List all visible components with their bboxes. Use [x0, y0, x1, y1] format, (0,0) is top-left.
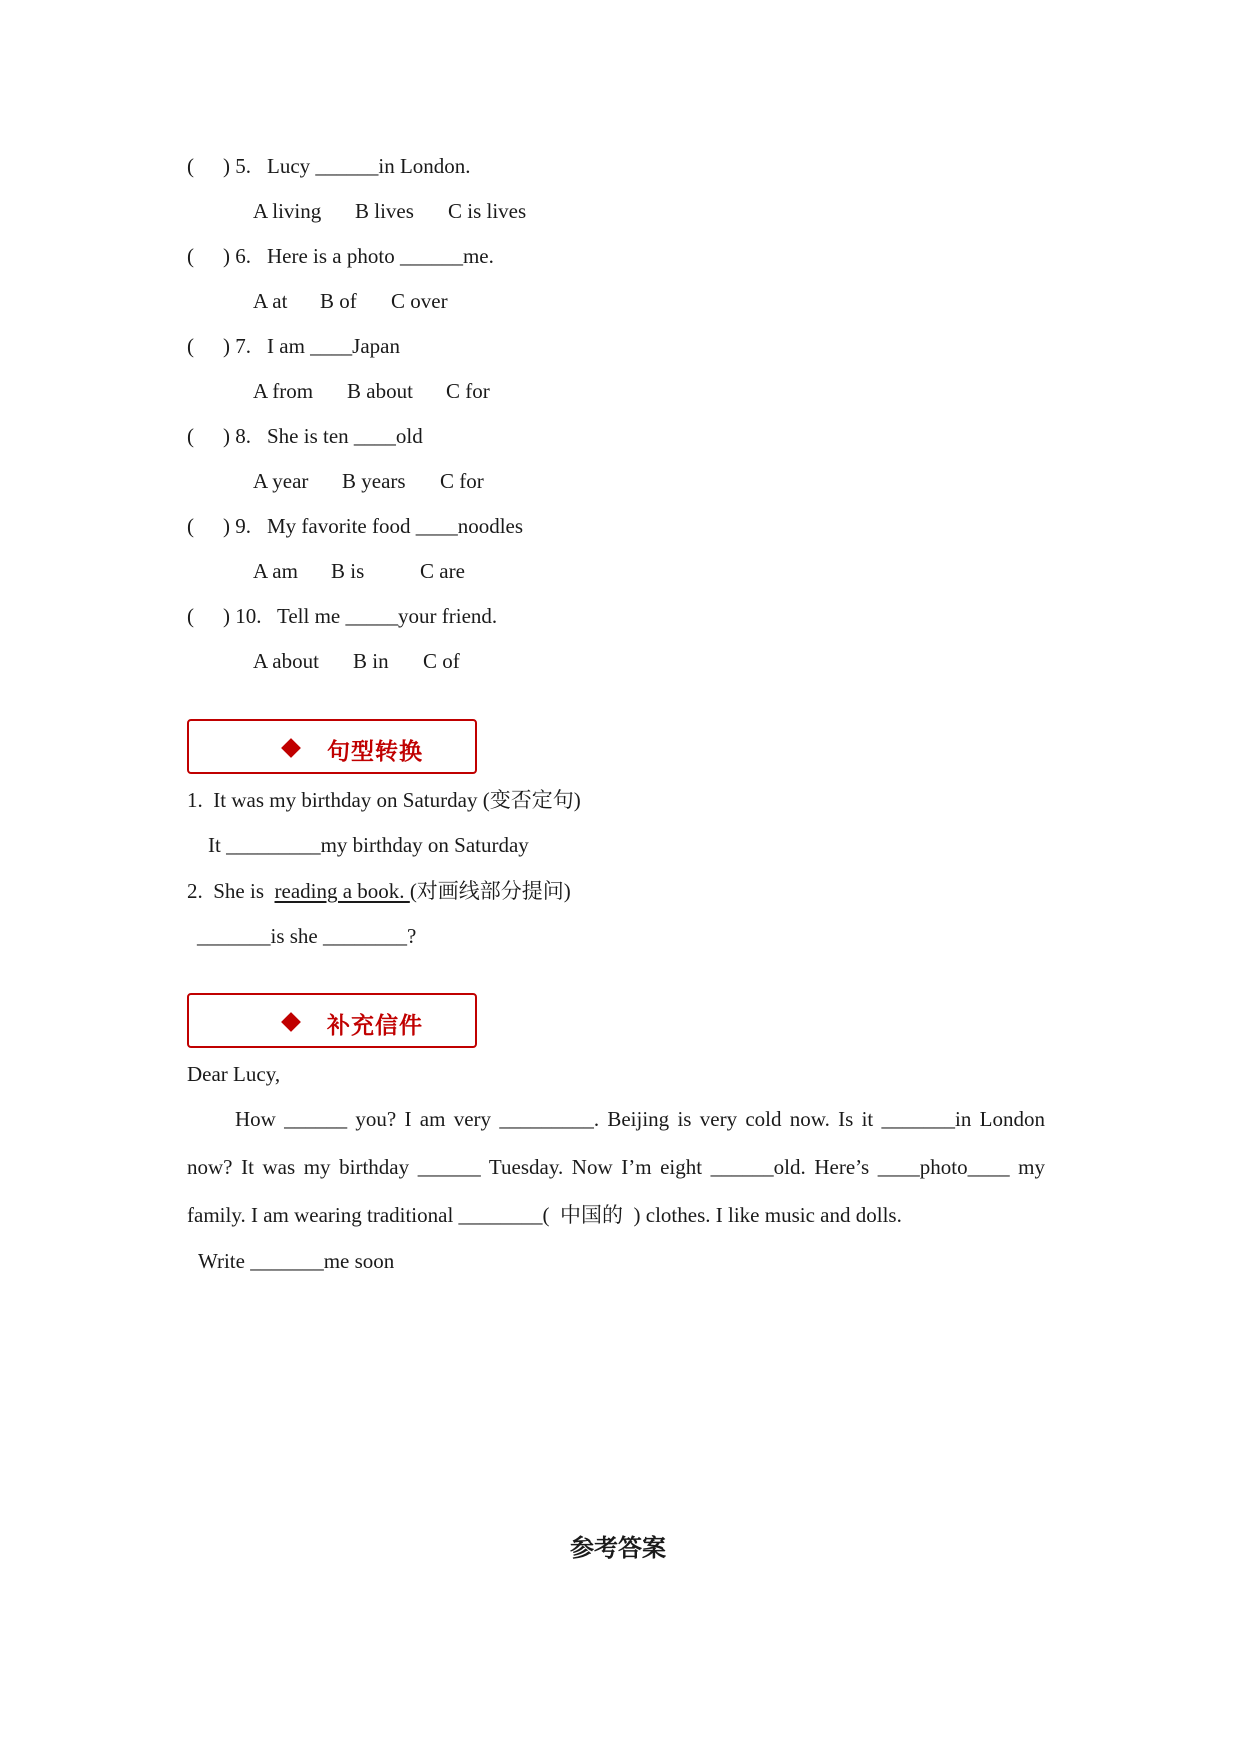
question-prefix: 2. She is: [187, 879, 275, 903]
answer-paren: (: [187, 154, 194, 178]
underlined-phrase: reading a book.: [274, 879, 410, 903]
option-b: B years: [342, 469, 406, 493]
diamond-icon: [281, 1012, 301, 1032]
option-c: C for: [440, 469, 484, 493]
question-stem: My favorite food ____noodles: [267, 514, 524, 538]
option-b: B of: [320, 289, 357, 313]
question-stem: Tell me _____your friend.: [277, 604, 498, 628]
section-header-sentence-transform: [187, 719, 477, 774]
question-9: [187, 514, 787, 540]
option-a: A about: [253, 649, 319, 673]
question-number: ) 5.: [223, 154, 251, 178]
question-stem: She is ten ____old: [267, 424, 423, 448]
section-title: 句型转换: [327, 739, 423, 765]
answer-paren: (: [187, 514, 194, 538]
option-c: C for: [446, 379, 490, 403]
diamond-icon: [281, 738, 301, 758]
answer-paren: (: [187, 334, 194, 358]
question-number: ) 9.: [223, 514, 251, 538]
transform-answer-2: _______is she ________?: [197, 924, 417, 948]
option-a: A from: [253, 379, 314, 403]
letter-line-3: family. I am wearing traditional ________( 中国的 ) clothes. I like music and dolls.: [187, 1203, 902, 1227]
section-title: 补充信件: [327, 1013, 423, 1039]
question-number: ) 7.: [223, 334, 251, 358]
option-c: C of: [423, 649, 460, 673]
letter-line-2: now? It was my birthday ______ Tuesday. Now I’m eight ______old. Here’s ____photo____ my: [187, 1155, 1045, 1179]
transform-question-2: [187, 878, 571, 904]
option-a: A year: [253, 469, 309, 493]
transform-answer-1: It _________my birthday on Saturday: [208, 833, 529, 857]
question-stem: I am ____Japan: [267, 334, 400, 358]
option-c: C over: [391, 289, 448, 313]
option-a: A am: [253, 559, 298, 583]
answer-key-title: 参考答案: [570, 1534, 666, 1562]
option-b: B is: [331, 559, 365, 583]
option-a: A at: [253, 289, 288, 313]
letter-greeting: Dear Lucy,: [187, 1062, 281, 1086]
option-b: B about: [347, 379, 413, 403]
question-number: ) 6.: [223, 244, 251, 268]
option-b: B lives: [355, 199, 414, 223]
option-c: C is lives: [448, 199, 527, 223]
question-stem: Lucy ______in London.: [267, 154, 471, 178]
letter-line-1: How ______ you? I am very _________. Beijing is very cold now. Is it _______in London: [235, 1107, 1045, 1131]
question-8: [187, 424, 787, 450]
question-10: [187, 604, 787, 630]
question-number: ) 8.: [223, 424, 251, 448]
question-number: ) 10.: [223, 604, 262, 628]
answer-paren: (: [187, 424, 194, 448]
question-5: [187, 154, 787, 180]
option-c: C are: [420, 559, 465, 583]
option-a: A living: [253, 199, 322, 223]
question-7: [187, 334, 787, 360]
answer-paren: (: [187, 604, 194, 628]
section-header-letter: [187, 993, 477, 1048]
question-6: [187, 244, 787, 270]
question-instruction: (对画线部分提问): [409, 879, 571, 903]
option-b: B in: [353, 649, 389, 673]
letter-line-4: Write _______me soon: [198, 1249, 395, 1273]
question-stem: Here is a photo ______me.: [267, 244, 494, 268]
transform-question-1: 1. It was my birthday on Saturday (变否定句): [187, 788, 581, 812]
answer-paren: (: [187, 244, 194, 268]
